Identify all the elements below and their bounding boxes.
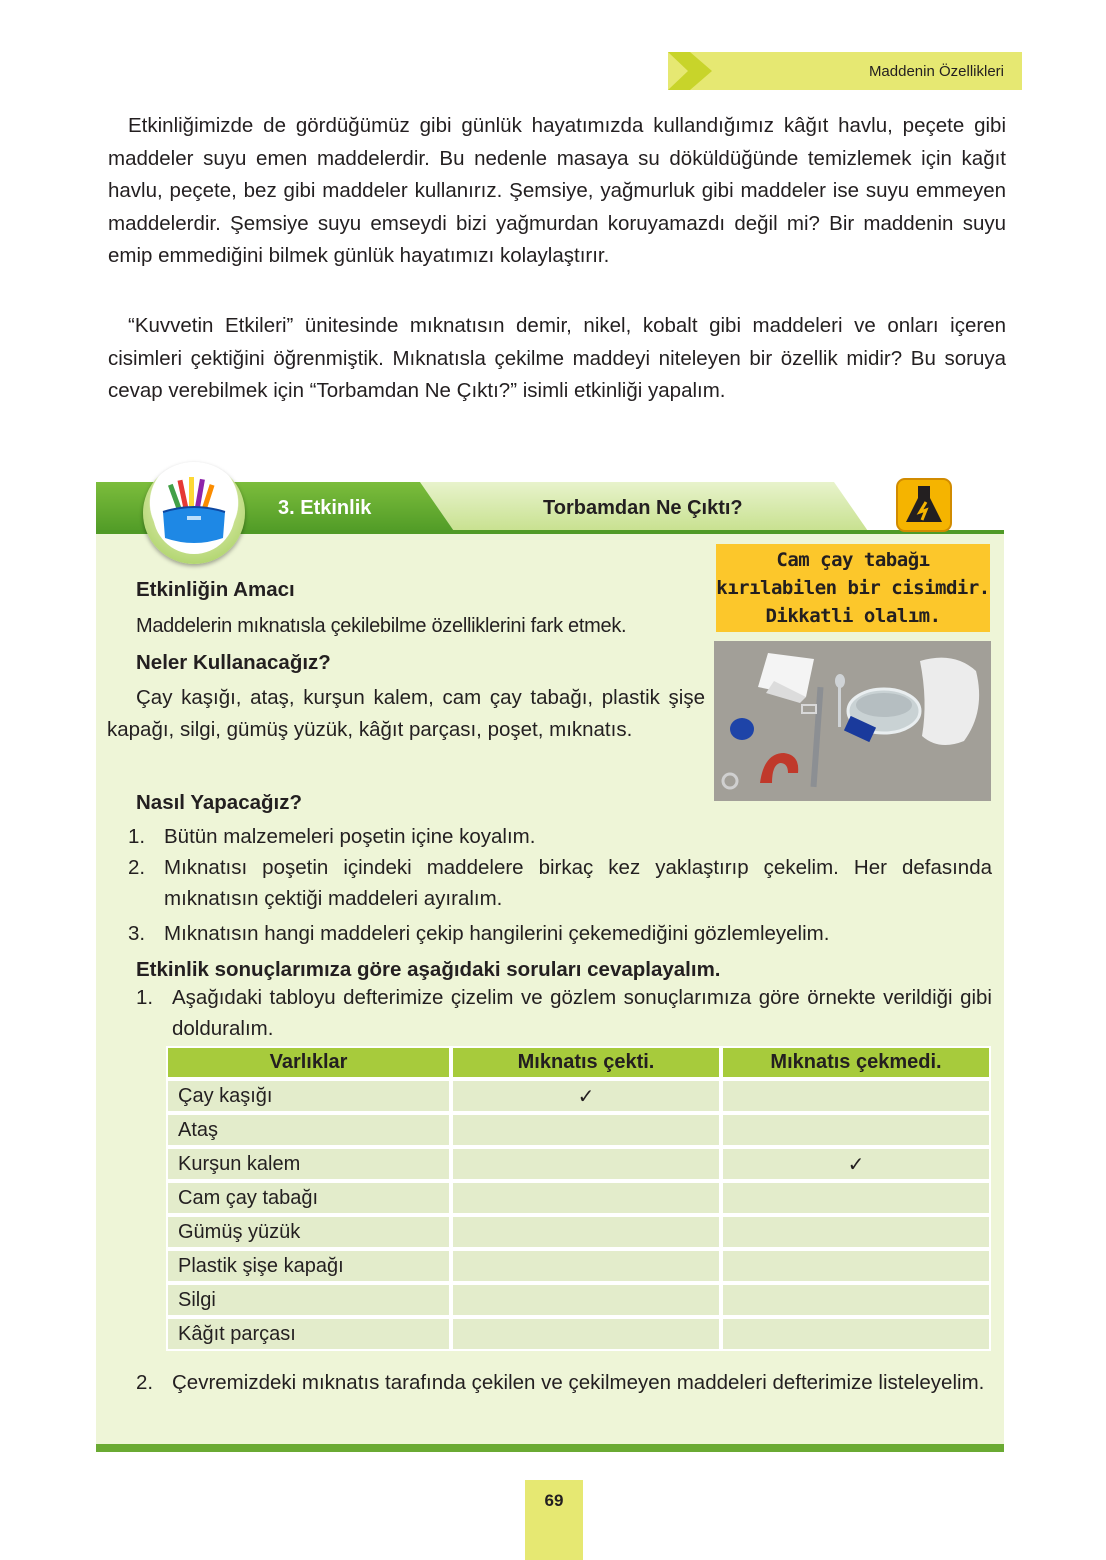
table-row bbox=[166, 1215, 991, 1249]
aim-heading: Etkinliğin Amacı bbox=[136, 578, 295, 601]
table-cell bbox=[721, 1317, 991, 1351]
activity-title: Torbamdan Ne Çıktı? bbox=[543, 497, 743, 519]
table-cell: ✓ bbox=[721, 1147, 991, 1181]
table-cell: Silgi bbox=[166, 1283, 451, 1317]
table-row bbox=[166, 1317, 991, 1351]
table-cell: Cam çay tabağı bbox=[166, 1181, 451, 1215]
table-cell: Çay kaşığı bbox=[166, 1079, 451, 1113]
results-table bbox=[166, 1046, 991, 1351]
table-header: Varlıklar bbox=[166, 1046, 451, 1079]
table-row bbox=[166, 1113, 991, 1147]
table-row bbox=[166, 1249, 991, 1283]
table-cell: Kurşun kalem bbox=[166, 1147, 451, 1181]
table-header-row bbox=[166, 1046, 991, 1079]
activity-number: 3. Etkinlik bbox=[278, 497, 372, 519]
step-item: 1. Bütün malzemeleri poşetin içine koyalım. bbox=[128, 825, 536, 848]
table-cell bbox=[451, 1249, 721, 1283]
lab-flask-icon bbox=[896, 478, 952, 532]
table-cell bbox=[451, 1317, 721, 1351]
table-cell: Kâğıt parçası bbox=[166, 1317, 451, 1351]
activity-bottom-border bbox=[96, 1444, 1004, 1452]
materials-photo-illustration bbox=[714, 641, 991, 801]
table-header: Mıknatıs çekmedi. bbox=[721, 1046, 991, 1079]
pencil-case-icon bbox=[153, 472, 235, 554]
page-number: 69 bbox=[544, 1491, 564, 1510]
table-cell bbox=[721, 1249, 991, 1283]
table-header: Mıknatıs çekti. bbox=[451, 1046, 721, 1079]
chapter-title: Maddenin Özellikleri bbox=[868, 63, 1004, 80]
header-arrow-icon bbox=[668, 52, 714, 90]
intro-paragraph-2: “Kuvvetin Etkileri” ünitesinde mıknatısın demir, nikel, kobalt gibi maddeleri ve onları içeren cisimleri çektiğini öğrenmiştik. Mıknatısla çekilme maddeyi niteleyen bir özellik midir? Bu soruya cevap verebilmek için “Torbamdan Ne Çıktı?” isimli etkinliği yapalım. bbox=[108, 314, 1006, 402]
materials-heading: Neler Kullanacağız? bbox=[136, 651, 331, 674]
steps-list bbox=[128, 822, 992, 950]
steps-heading: Nasıl Yapacağız? bbox=[136, 791, 302, 814]
table-row bbox=[166, 1181, 991, 1215]
table-cell bbox=[721, 1283, 991, 1317]
pencil-case-emblem bbox=[143, 462, 245, 564]
table-cell: ✓ bbox=[451, 1079, 721, 1113]
intro-paragraph-1: Etkinliğimizde de gördüğümüz gibi günlük hayatımızda kullandığımız kâğıt havlu, peçete gibi maddeler suyu emen maddelerdir. Bu nedenle masaya su döküldüğünde temizlemek için kağıt havlu, peçete, bez gibi maddeler kullanırız. Şemsiye, yağmurluk gibi maddeler ise suyu emmeyen maddelerdir. Şemsiye suyu emseydi bizi yağmurdan koruyamazdı değil mi? Bir maddenin suyu emip emmediğini bilmek günlük hayatımızı kolaylaştırır. bbox=[108, 114, 1006, 267]
table-cell bbox=[451, 1215, 721, 1249]
table-cell bbox=[451, 1181, 721, 1215]
table-cell: Ataş bbox=[166, 1113, 451, 1147]
step-item: 3. Mıknatısın hangi maddeleri çekip hangilerini çekemediğini gözlemleyelim. bbox=[128, 922, 830, 945]
table-cell: Plastik şişe kapağı bbox=[166, 1249, 451, 1283]
results-heading: Etkinlik sonuçlarımıza göre aşağıdaki soruları cevaplayalım. bbox=[136, 958, 721, 981]
table-cell bbox=[721, 1079, 991, 1113]
table-row bbox=[166, 1079, 991, 1113]
materials-photo bbox=[714, 641, 991, 801]
table-cell bbox=[451, 1113, 721, 1147]
table-cell bbox=[451, 1283, 721, 1317]
table-cell bbox=[721, 1113, 991, 1147]
table-row bbox=[166, 1283, 991, 1317]
table-cell bbox=[721, 1215, 991, 1249]
materials-text: Çay kaşığı, ataş, kurşun kalem, cam çay tabağı, plastik şişe kapağı, silgi, gümüş yüzük, kâğıt parçası, poşet, mıknatıs. bbox=[107, 686, 705, 741]
aim-text: Maddelerin mıknatısla çekilebilme özelliklerini fark etmek. bbox=[136, 615, 627, 637]
table-row bbox=[166, 1147, 991, 1181]
step-item: 2. Mıknatısı poşetin içindeki maddelere birkaç kez yaklaştırıp çekelim. Her defasında mıknatısın çektiği maddeleri ayıralım. bbox=[128, 856, 992, 910]
table-cell bbox=[451, 1147, 721, 1181]
warning-note: Cam çay tabağı kırılabilen bir cisimdir. Dikkatli olalım. bbox=[716, 544, 990, 632]
table-cell bbox=[721, 1181, 991, 1215]
table-cell: Gümüş yüzük bbox=[166, 1215, 451, 1249]
